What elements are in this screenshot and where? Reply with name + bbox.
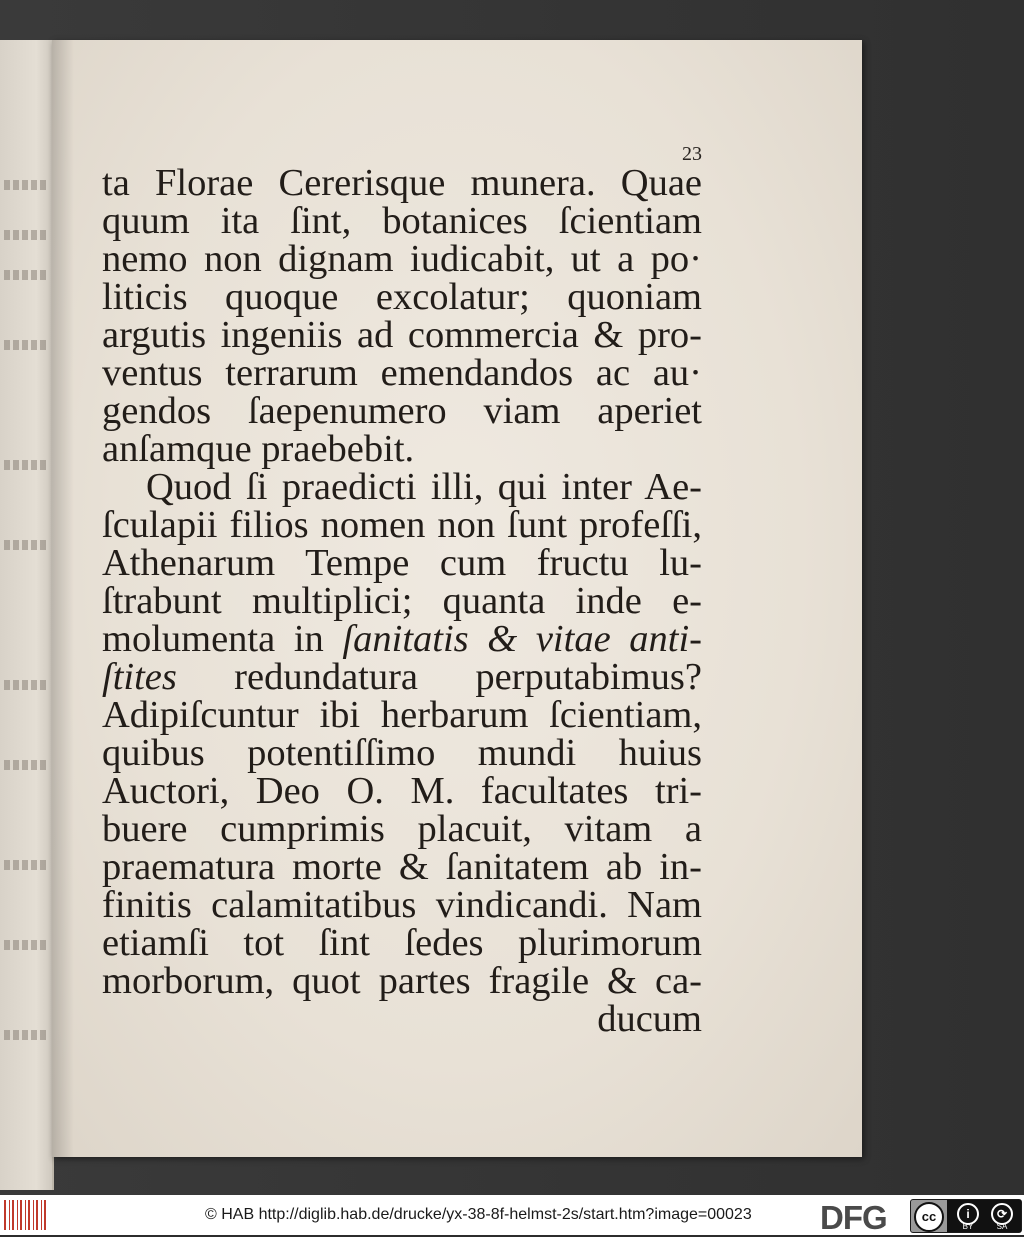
- bleed-through-text: [4, 1030, 48, 1040]
- text-line: Athenarum Tempe cum fructu lu-: [102, 542, 702, 584]
- text-line: quum ita ſint, botanices ſcientiam: [102, 200, 702, 242]
- text-line: argutis ingeniis ad commercia & pro-: [102, 314, 702, 356]
- italic-text: ſanitatis & vitae anti-: [342, 618, 702, 660]
- bleed-through-text: [4, 180, 48, 190]
- body-text: [102, 164, 702, 1038]
- text-line: ventus terrarum emendandos ac au·: [102, 352, 702, 394]
- bleed-through-text: [4, 230, 48, 240]
- italic-text: ſtites: [102, 656, 177, 698]
- cc-license-badge[interactable]: [910, 1199, 1022, 1233]
- viewer-footer: [0, 1195, 1024, 1235]
- text-line: nemo non dignam iudicabit, ut a po·: [102, 238, 702, 280]
- text-line: etiamſi tot ſint ſedes plurimorum: [102, 922, 702, 964]
- sa-label: SA: [996, 1222, 1008, 1231]
- by-icon: i: [957, 1203, 979, 1225]
- sa-icon: ⟳: [991, 1203, 1013, 1225]
- bleed-through-text: [4, 860, 48, 870]
- bleed-through-text: [4, 270, 48, 280]
- source-link[interactable]: © HAB http://diglib.hab.de/drucke/yx-38-8f-helmst-2s/start.htm?image=00023: [205, 1206, 752, 1223]
- text-line: molumenta in ſanitatis & vitae anti-: [102, 618, 702, 660]
- by-label: BY: [962, 1222, 974, 1231]
- text-line: gendos ſaepenumero viam aperiet: [102, 390, 702, 432]
- text-line: Auctori, Deo O. M. facultates tri-: [102, 770, 702, 812]
- cc-icon: cc: [914, 1202, 944, 1232]
- text-line: ſtrabunt multiplici; quanta inde e-: [102, 580, 702, 622]
- book-page: [52, 40, 862, 1157]
- text-line: Quod ſi praedicti illi, qui inter Ae-: [146, 466, 702, 508]
- text-line: quibus potentiſſimo mundi huius: [102, 732, 702, 774]
- text-line: finitis calamitatibus vindicandi. Nam: [102, 884, 702, 926]
- text-line: ta Florae Cererisque munera. Quae: [102, 162, 702, 204]
- text-line: anſamque praebebit.: [102, 428, 415, 470]
- bleed-through-text: [4, 940, 48, 950]
- bleed-through-text: [4, 460, 48, 470]
- text-line: praematura morte & ſanitatem ab in-: [102, 846, 702, 888]
- text-line: buere cumprimis placuit, vitam a: [102, 808, 702, 850]
- barcode-icon: [4, 1200, 46, 1230]
- bleed-through-text: [4, 340, 48, 350]
- dfg-logo[interactable]: DFG: [820, 1199, 887, 1236]
- text-line: Adipiſcuntur ibi herbarum ſcientiam,: [102, 694, 702, 736]
- text-line: liticis quoque excolatur; quoniam: [102, 276, 702, 318]
- text-line: ſculapii filios nomen non ſunt profeſſi,: [102, 504, 702, 546]
- bleed-through-text: [4, 760, 48, 770]
- text-line: ducum: [597, 998, 702, 1040]
- page-number: 23: [682, 143, 702, 165]
- text-line: morborum, quot partes fragile & ca-: [102, 960, 702, 1002]
- license-terms: [947, 1200, 1021, 1232]
- bleed-through-text: [4, 680, 48, 690]
- text-line: ſtites redundatura perputabimus?: [102, 656, 702, 698]
- previous-page-edge: [0, 40, 54, 1190]
- bleed-through-text: [4, 540, 48, 550]
